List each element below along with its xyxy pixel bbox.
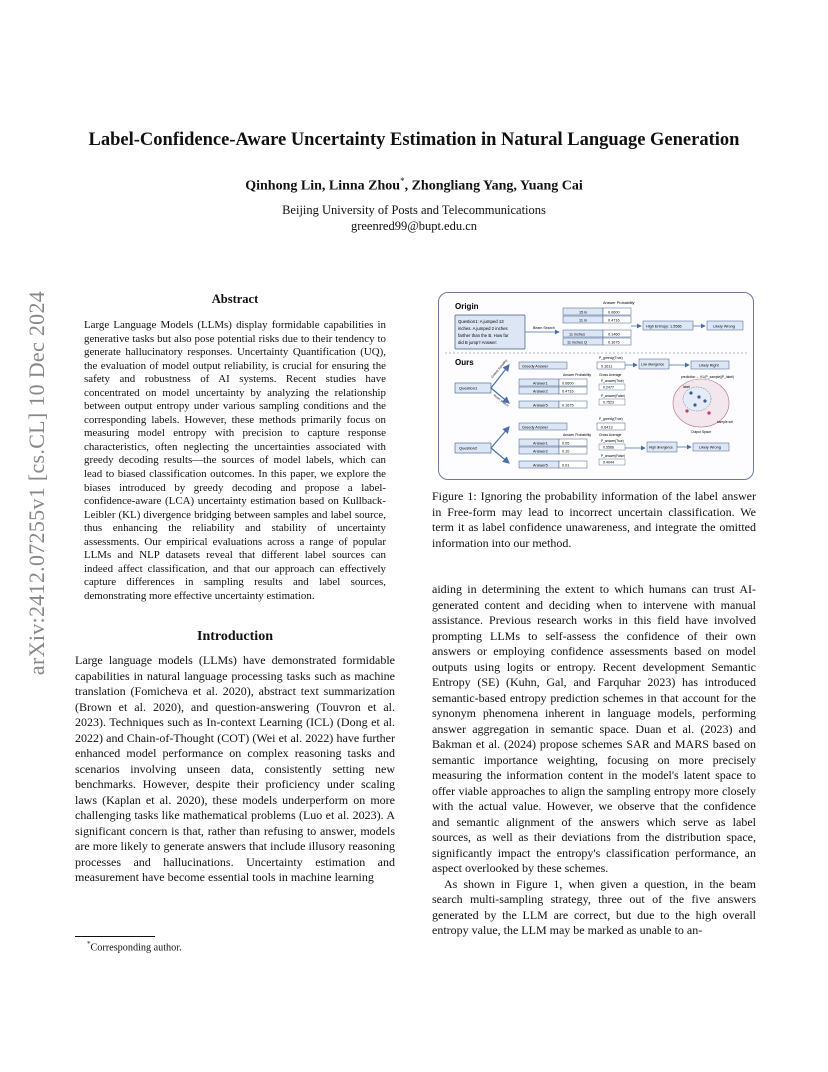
svg-text:Output Space: Output Space	[691, 430, 712, 434]
figure-diagram	[439, 293, 753, 479]
svg-text:Likely Wrong: Likely Wrong	[699, 445, 721, 450]
svg-text:P_answer(False): P_answer(False)	[601, 394, 626, 398]
svg-text:Answer2: Answer2	[533, 389, 548, 394]
svg-text:0.1675: 0.1675	[608, 340, 620, 345]
introduction-paragraph: Large language models (LLMs) have demonstrated formidable capabilities in natural language processing tasks such as machine translation (Fomicheva et al. 2020), abstract text summarization (Brown et al. 2020), and question-answering (Touvron et al. 2023). Techniques such as In-context Learning (ICL) (Dong et al. 2022) and Chain-of-Thought (COT) (Wei et al. 2022) have further enhanced model performance on complex reasoning tasks and scenarios involving unseen data, consistently setting new benchmarks. However, despite their proficiency under scaling laws (Kaplan et al. 2020), these models underperform on more challenging tasks like mathematical problems (Luo et al. 2023). A significant concern is that, rather than refusing to answer, models are more likely to generate answers that include illusory reasoning processes and hallucinations. Uncertainty estimation and measurement have become essential tools in machine learning	[75, 653, 395, 885]
footnote-rule	[75, 936, 155, 937]
svg-text:P_greedy(True): P_greedy(True)	[599, 356, 623, 360]
affiliation: Beijing University of Posts and Telecommunications	[282, 203, 546, 217]
svg-text:11 inches: 11 inches	[569, 332, 585, 337]
svg-text:inches. A jumped 2 inches: inches. A jumped 2 inches	[458, 326, 508, 331]
arxiv-identifier: arXiv:2412.07255v1 [cs.CL] 10 Dec 2024	[24, 290, 49, 676]
figure-caption: Figure 1: Ignoring the probability information of the label answer in Free-form may lead to incorrect uncertain classification. We term it as label confidence unawareness, and integrate the omitted information into our method.	[432, 489, 756, 550]
svg-text:P_greedy(True): P_greedy(True)	[599, 417, 623, 421]
svg-text:label: label	[683, 385, 690, 389]
svg-text:P_answer(True): P_answer(True)	[601, 439, 624, 443]
svg-text:0.0600: 0.0600	[562, 381, 574, 386]
svg-text:Answer5: Answer5	[533, 403, 548, 408]
svg-text:0.2477: 0.2477	[603, 385, 614, 390]
svg-text:Answer5: Answer5	[533, 463, 548, 468]
svg-text:P_answer(False): P_answer(False)	[601, 454, 626, 458]
svg-text:Likely Right: Likely Right	[699, 363, 719, 368]
svg-text:Answer2: Answer2	[533, 449, 548, 454]
svg-text:Question1: Question1	[459, 385, 478, 391]
svg-text:Answer Probability: Answer Probability	[603, 301, 635, 305]
svg-text:11 inches Q: 11 inches Q	[567, 340, 587, 345]
svg-text:0.4044: 0.4044	[603, 460, 614, 465]
svg-text:Low divergence: Low divergence	[641, 362, 665, 367]
svg-text:Likely Wrong: Likely Wrong	[713, 324, 735, 329]
svg-text:Answer Probability: Answer Probability	[563, 373, 592, 377]
svg-text:Answer Probability: Answer Probability	[563, 433, 592, 437]
svg-text:Greedy Sampling: Greedy Sampling	[490, 358, 509, 379]
svg-text:Greedy Answer: Greedy Answer	[522, 425, 548, 430]
svg-text:Beam Search: Beam Search	[533, 326, 555, 330]
abstract-heading: Abstract	[211, 292, 259, 306]
svg-text:prediction ← KL(P_sample||P_la: prediction ← KL(P_sample||P_label)	[681, 375, 735, 379]
svg-text:Question1: A jumped 13: Question1: A jumped 13	[458, 319, 504, 324]
svg-text:0.5566: 0.5566	[603, 445, 614, 450]
svg-text:0.1611: 0.1611	[601, 364, 613, 369]
authors: Qinhong Lin, Linna Zhou*, Zhongliang Yang, Yuang Cai	[245, 176, 583, 194]
figure-1	[438, 292, 754, 480]
left-column	[75, 292, 395, 886]
introduction-heading: Introduction	[197, 629, 273, 645]
footnote: *Corresponding author.	[87, 940, 182, 954]
right-paragraph-1: aiding in determining the extent to which humans can trust AI-generated content and deciding when to intervene with manual assistance. Previous research works in this field have involved prompting LLMs to self-assess the confidence of their own answers or employing confidence assessments based on model outputs using logits or entropy. Recent development Semantic Entropy (SE) (Kuhn, Gal, and Farquhar 2023) has introduced semantic-based entropy prediction schemes in that account for the synonym phenomena inherent in language models, performing answer aggregation in semantic space. Duan et al. (2023) and Bakman et al. (2024) propose schemes SAR and MARS based on semantic importance weighting, focusing on more precisely measuring the information content in the model's latent space to offer viable approaches to align the sampling entropy more closely with the actual value. However, we observe that the confidence and semantic alignment of the answers which serve as label sources, as well as their deviations from the distribution space, significantly impact the entropy's classification performance, an aspect overlooked by these schemes.	[432, 582, 756, 875]
svg-text:Answer1: Answer1	[533, 381, 548, 386]
abstract-text: Large Language Models (LLMs) display formidable capabilities in generative tasks but also pose potential risks due to their tendency to generate hallucinatory responses. Uncertainty Quantification (UQ), the evaluation of model output reliability, is crucial for ensuring the safety and robustness of AI systems. Recent studies have concentrated on model uncertainty by analyzing the relationship between output entropy under various sampling conditions and the corresponding labels. However, these methods primarily focus on measuring model entropy with precision to capture response characteristics, often neglecting the uncertainties associated with greedy decoding results—the sources of model labels, which can lead to biased classification outcomes. In this paper, we explore the biases introduced by greedy decoding and propose a label-confidence-aware (LCA) uncertainty estimation based on Kullback-Leibler (KL) divergence bridging between samples and label source, thus enhancing the reliability and stability of uncertainty assessments. Our empirical evaluations across a range of popular LLMs and NLP datasets reveal that different label sources can indeed affect classification, and that our approach can effectively capture differences in sampling results and label sources, demonstrating more effective uncertainty estimation.	[84, 319, 386, 602]
svg-text:0.4716: 0.4716	[562, 389, 574, 394]
origin-label: Origin	[455, 302, 479, 311]
svg-text:Gross Average: Gross Average	[599, 373, 622, 377]
svg-text:Gross Average: Gross Average	[599, 433, 622, 437]
svg-text:0.05: 0.05	[562, 441, 570, 446]
svg-text:Beam Search: Beam Search	[492, 393, 510, 408]
svg-text:High Entropy: 1.5566: High Entropy: 1.5566	[646, 324, 682, 329]
paper-title: Label-Confidence-Aware Uncertainty Estimation in Natural Language Generation	[88, 130, 740, 150]
svg-text:High divergence: High divergence	[649, 445, 673, 450]
email: greenred99@bupt.edu.cn	[350, 219, 478, 233]
svg-text:0.6413: 0.6413	[601, 425, 613, 430]
svg-text:P_answer(True): P_answer(True)	[601, 379, 624, 383]
svg-text:Greedy Answer: Greedy Answer	[522, 364, 548, 369]
svg-text:farther than the B. How far: farther than the B. How far	[458, 333, 509, 338]
affiliation-block	[60, 202, 768, 234]
svg-text:0.10: 0.10	[562, 449, 570, 454]
svg-text:0.0600: 0.0600	[608, 310, 620, 315]
svg-text:0.4716: 0.4716	[608, 318, 620, 323]
svg-text:11 in: 11 in	[579, 318, 587, 323]
right-paragraph-2: As shown in Figure 1, when given a question, in the beam search multi-sampling strategy, three out of the five answers generated by the LLM are correct, but due to the high overall entropy value, the LLM may be marked as unable to an-	[432, 876, 756, 937]
svg-text:15 in: 15 in	[579, 310, 588, 315]
svg-text:0.1460: 0.1460	[608, 332, 620, 337]
ours-label: Ours	[455, 358, 474, 367]
svg-text:Answer1: Answer1	[533, 441, 548, 446]
svg-text:0.1675: 0.1675	[562, 403, 574, 408]
svg-text:sample set: sample set	[717, 420, 733, 424]
right-column	[432, 582, 756, 939]
svg-text:0.7523: 0.7523	[603, 400, 614, 405]
svg-text:Question2: Question2	[459, 445, 478, 451]
svg-text:did B jump? Answer:: did B jump? Answer:	[458, 340, 498, 345]
svg-text:0.01: 0.01	[562, 463, 570, 468]
